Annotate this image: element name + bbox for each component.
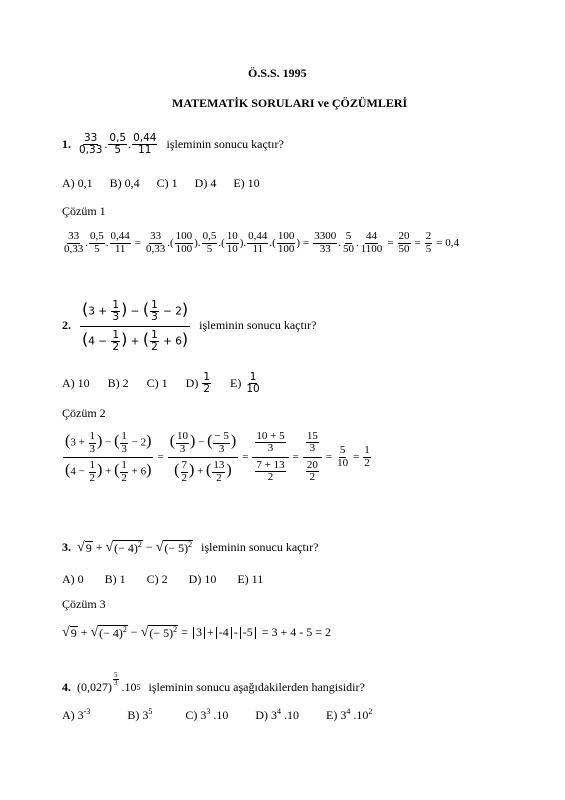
fraction: $\frac{5}{50}$ bbox=[342, 230, 354, 255]
fraction: $\frac{5}{10}$ bbox=[337, 444, 349, 469]
complex-fraction: $\frac{\frac{15}{3}}{\frac{20}{2}}$ bbox=[303, 431, 322, 484]
question-text: işleminin sonucu kaçtır? bbox=[199, 318, 317, 333]
page-subtitle: MATEMATİK SORULARI ve ÇÖZÜMLERİ bbox=[172, 96, 408, 110]
option-e: E) 11 bbox=[237, 572, 264, 586]
option-e: E) $3^4$ $.10^2$ bbox=[326, 707, 373, 722]
question-text: işleminin sonucu aşağıdakilerden hangisidir? bbox=[148, 680, 365, 695]
option-b: B) 0,4 bbox=[109, 176, 140, 190]
fraction: $\frac{0,5}{5}$ bbox=[109, 132, 127, 157]
question-4 bbox=[62, 671, 365, 696]
option-b: B) $3^5$ bbox=[127, 707, 153, 722]
question-1: 1. $\frac{33}{0,33}$ . $\frac{0,5}{5}$ . $\frac{0,44}{11}$ işleminin sonucu kaçtır? bbox=[62, 132, 284, 157]
fraction: $\frac{0,44}{11}$ bbox=[248, 230, 268, 255]
solution-1-expression: $\frac{33}{0,33}$ . $\frac{0,5}{5}$ . $\frac{0,44}{11}$ = $\frac{33}{0,33}$ .( $\frac{100}{100}$ ). $\frac{0,5}{5}$ .( $\frac{10}{10}$ ). $\frac{0,44}{11}$ .( $\frac{100}{100}$ ) = $\frac{3300}{33}$ . $\frac{5}{50}$ . $\frac{44}{1100}$ = $\frac{20}{50}$ = $\frac{2}{5}$ = 0,4 bbox=[64, 230, 459, 255]
question-number: 3. bbox=[62, 540, 71, 555]
solution-result: = 3 + 4 - 5 = 2 bbox=[261, 625, 332, 640]
fraction: $\frac{0,5}{5}$ bbox=[202, 230, 217, 255]
options-q2 bbox=[62, 372, 262, 395]
sqrt-expression: √ 9 bbox=[77, 539, 92, 555]
complex-fraction: ( $\frac{10}{3}$ ) − ( $\frac{- 5}{3}$ ) ( $\frac{7}{2}$ ) + ( $\frac{13}{2}$ ) bbox=[169, 430, 237, 484]
question-number: 1. bbox=[62, 137, 71, 152]
exponent-fraction: $\frac{5}{3}$ bbox=[114, 671, 118, 688]
solution-3-expression: √ 9 + √ (− 4)$^2$ − √ (− 5)$^2$ = 3 + -4 - -5 = 3 + 4 - 5 = 2 bbox=[62, 624, 332, 641]
multiplier: .10 bbox=[121, 680, 137, 695]
sqrt-expression: √ 9 bbox=[62, 624, 77, 640]
fraction: $\frac{0,5}{5}$ bbox=[90, 230, 104, 255]
fraction: $\frac{33}{0,33}$ bbox=[145, 230, 166, 255]
solution-label: Çözüm 2 bbox=[62, 406, 106, 420]
question-text: işleminin sonucu kaçtır? bbox=[166, 137, 284, 152]
multiplier-exponent: 5 bbox=[136, 683, 141, 693]
options-q3 bbox=[62, 572, 263, 587]
option-a: A) 0 bbox=[62, 572, 84, 586]
fraction: $\frac{100}{100}$ bbox=[175, 230, 193, 255]
option-d: D) $3^4$ .10 bbox=[255, 707, 300, 722]
page-title: Ö.S.S. 1995 bbox=[248, 66, 307, 80]
fraction: $\frac{0,44}{11}$ bbox=[110, 230, 130, 255]
option-e: E) 10 bbox=[233, 176, 260, 190]
option-c: C) 2 bbox=[146, 572, 168, 586]
option-b: B) 1 bbox=[104, 572, 126, 586]
question-number: 4. bbox=[62, 680, 71, 695]
option-a: A) 10 bbox=[62, 376, 90, 391]
option-e: E) bbox=[230, 376, 242, 391]
option-d: D) 10 bbox=[188, 572, 217, 586]
solution-result: = 0,4 bbox=[436, 237, 459, 250]
complex-fraction: (3 + $\frac{1}{3}$ ) − ( $\frac{1}{3}$ − 2) (4 − $\frac{1}{2}$ ) + ( $\frac{1}{2}$ + 6) bbox=[82, 299, 189, 354]
sqrt-expression: √ (− 4)$^2$ bbox=[105, 540, 142, 556]
option-d: D) bbox=[185, 376, 199, 391]
fraction: $\frac{33}{0,33}$ bbox=[64, 230, 84, 255]
question-text: işleminin sonucu kaçtır? bbox=[201, 540, 319, 555]
fraction: $\frac{1}{2}$ bbox=[364, 444, 370, 469]
option-e-fraction: $\frac{1}{10}$ bbox=[246, 371, 260, 396]
sqrt-expression: √ (− 4)$^2$ bbox=[90, 625, 127, 641]
option-c: C) 1 bbox=[156, 176, 178, 190]
option-c: C) 1 bbox=[146, 376, 168, 391]
option-a: A) 0,1 bbox=[62, 176, 93, 190]
option-a: A) $3^{-3}$ bbox=[62, 707, 91, 722]
fraction: $\frac{100}{100}$ bbox=[277, 230, 295, 255]
solution-label: Çözüm 3 bbox=[62, 597, 106, 611]
base-value: (0,027) bbox=[77, 680, 112, 695]
option-d-fraction: $\frac{1}{2}$ bbox=[203, 371, 211, 396]
fraction: $\frac{0,44}{11}$ bbox=[133, 132, 157, 157]
sqrt-expression: √ (− 5)$^2$ bbox=[140, 625, 178, 641]
fraction: $\frac{20}{50}$ bbox=[398, 230, 410, 255]
options-q4 bbox=[62, 707, 372, 723]
fraction: $\frac{10}{10}$ bbox=[226, 230, 238, 255]
option-d: D) 4 bbox=[194, 176, 217, 190]
fraction: $\frac{33}{0,33}$ bbox=[79, 132, 103, 157]
fraction: $\frac{44}{1100}$ bbox=[360, 230, 383, 255]
option-c: C) $3^3$ .10 bbox=[185, 707, 229, 722]
sqrt-expression: √ (− 5)$^2$ bbox=[155, 540, 193, 556]
solution-label: Çözüm 1 bbox=[62, 204, 106, 218]
question-3: 3. √ 9 + √ (− 4)$^2$ − √ (− 5)$^2$ işleminin sonucu kaçtır? bbox=[62, 539, 319, 556]
solution-2-expression: (3 + $\frac{1}{3}$ ) − ( $\frac{1}{3}$ − 2) (4 − $\frac{1}{2}$ ) + ( $\frac{1}{2}$ + 6) = ( $\frac{10}{3}$ ) − ( $\frac{- 5}{3}$ ) ( $\frac{7}{2}$ ) + ( $\frac{13}{2}$ ) = $\frac{\frac{10 + 5}{3}}{\frac{7 + 13}{2}}$ = $\frac{\frac{15}{3}}{\frac{20}{2}}$ = $\frac{5}{10}$ = $\frac{1}{2}$ bbox=[65, 429, 370, 484]
question-number: 2. bbox=[62, 318, 71, 333]
options-q1 bbox=[62, 176, 260, 191]
complex-fraction: $\frac{\frac{10 + 5}{3}}{\frac{7 + 13}{2}}$ bbox=[252, 431, 288, 484]
fraction: $\frac{2}{5}$ bbox=[425, 230, 432, 255]
complex-fraction: (3 + $\frac{1}{3}$ ) − ( $\frac{1}{3}$ − 2) (4 − $\frac{1}{2}$ ) + ( $\frac{1}{2}$ + 6) bbox=[65, 430, 152, 484]
fraction: $\frac{3300}{33}$ bbox=[314, 230, 337, 255]
option-b: B) 2 bbox=[107, 376, 129, 391]
question-2 bbox=[62, 298, 316, 353]
